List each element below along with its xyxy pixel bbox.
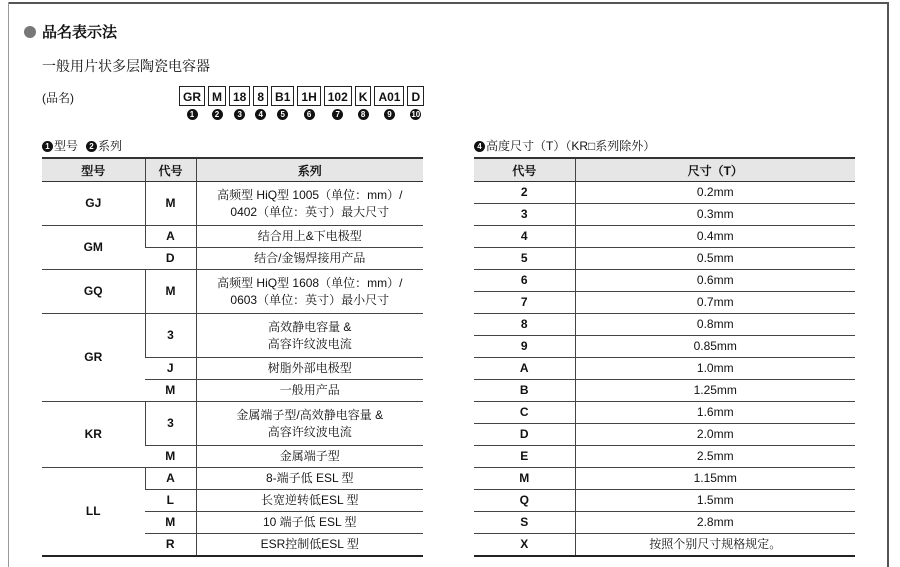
series-line: 10 端子低 ESL 型 (262, 515, 357, 529)
segment-code: 102 (324, 86, 352, 106)
circled-number-icon: 1 (42, 141, 53, 152)
segment-code: 8 (253, 86, 268, 106)
code-cell: M (145, 512, 196, 534)
circled-number-icon: 3 (234, 109, 245, 120)
code-cell: X (474, 534, 575, 557)
code-cell: 3 (145, 314, 196, 358)
series-line: 一般用产品 (279, 383, 340, 397)
table-row (474, 226, 855, 248)
table-row (474, 446, 855, 468)
code-cell: 6 (474, 270, 575, 292)
table-row (474, 534, 855, 557)
code-cell: J (145, 358, 196, 380)
code-cell: M (145, 380, 196, 402)
series-line: 高频型 HiQ型 1005（单位：mm）/ (217, 187, 403, 202)
series-cell (196, 226, 423, 248)
code-cell: A (145, 226, 196, 248)
circled-number-icon: 7 (332, 109, 343, 120)
code-cell: Q (474, 490, 575, 512)
code-cell: D (474, 424, 575, 446)
code-cell: M (145, 446, 196, 468)
caption-text: 系列 (98, 139, 123, 153)
series-cell (196, 248, 423, 270)
type-series-table (42, 157, 423, 557)
circled-number-icon: 2 (212, 109, 223, 120)
series-line: 8-端子低 ESL 型 (265, 471, 354, 485)
code-cell: B (474, 380, 575, 402)
segment-code: M (208, 86, 226, 106)
type-cell: GM (42, 226, 145, 270)
table-row (474, 248, 855, 270)
part-number-example (179, 86, 427, 120)
table-row (474, 182, 855, 204)
type-cell: GJ (42, 182, 145, 226)
frame-border-top (8, 2, 889, 4)
part-number-segment (271, 86, 294, 120)
dimension-cell: 2.5mm (575, 446, 855, 468)
table-row (474, 292, 855, 314)
right-table-caption (474, 137, 655, 154)
dimension-cell: 0.2mm (575, 182, 855, 204)
code-cell: D (145, 248, 196, 270)
circled-number-icon: 9 (384, 109, 395, 120)
column-header: 型号 (42, 158, 145, 182)
segment-code: B1 (271, 86, 294, 106)
code-cell: C (474, 402, 575, 424)
code-cell: 2 (474, 182, 575, 204)
series-cell (196, 402, 423, 446)
series-line: 高效静电容量 & (268, 319, 352, 334)
part-number-segment (324, 86, 352, 120)
code-cell: E (474, 446, 575, 468)
circled-number-icon: 10 (411, 110, 421, 119)
part-number-segment (229, 86, 250, 120)
table-row (42, 226, 423, 248)
table-row (474, 204, 855, 226)
code-cell: 9 (474, 336, 575, 358)
series-cell (196, 270, 423, 314)
part-number-segment (355, 86, 372, 120)
table-row (42, 314, 423, 358)
dimension-cell: 2.8mm (575, 512, 855, 534)
series-line: 结合用上&下电极型 (257, 229, 362, 243)
code-cell: L (145, 490, 196, 512)
dimension-cell: 1.15mm (575, 468, 855, 490)
series-cell (196, 358, 423, 380)
caption-text: 型号 (54, 139, 79, 153)
circled-number-icon: 6 (304, 109, 315, 120)
code-cell: 7 (474, 292, 575, 314)
table-row (42, 182, 423, 226)
series-line: 金属端子型/高效静电容量 & (236, 407, 384, 422)
subtitle: 一般用片状多层陶瓷电容器 (42, 58, 210, 74)
code-cell: R (145, 534, 196, 557)
bullet-icon (24, 26, 36, 38)
part-number-segment (374, 86, 404, 120)
segment-code: 18 (229, 86, 250, 106)
segment-code: D (407, 86, 424, 106)
series-line: 0603（单位：英寸）最小尺寸 (230, 292, 390, 307)
dimension-cell: 0.85mm (575, 336, 855, 358)
frame-border-right (887, 2, 889, 567)
column-header: 尺寸（T） (575, 158, 855, 182)
column-header: 代号 (145, 158, 196, 182)
segment-code: K (355, 86, 372, 106)
part-number-segment (253, 86, 268, 120)
table-row (474, 424, 855, 446)
series-cell (196, 468, 423, 490)
series-line: 长宽逆转低ESL 型 (260, 493, 359, 507)
table-row (474, 358, 855, 380)
dimension-cell: 2.0mm (575, 424, 855, 446)
left-table-caption (42, 137, 130, 154)
series-cell (196, 380, 423, 402)
table-row (474, 402, 855, 424)
dimension-cell: 0.4mm (575, 226, 855, 248)
part-number-segment (208, 86, 226, 120)
series-line: 结合/金锡焊接用产品 (254, 251, 366, 265)
table-row (42, 402, 423, 446)
frame-border-left (8, 2, 9, 567)
section-heading (24, 21, 117, 42)
table-row (42, 270, 423, 314)
table-row (474, 512, 855, 534)
code-cell: M (145, 182, 196, 226)
caption-text: 高度尺寸（T）（KR□系列除外） (486, 139, 656, 153)
dimension-cell: 0.3mm (575, 204, 855, 226)
code-cell: A (145, 468, 196, 490)
dimension-cell: 0.6mm (575, 270, 855, 292)
part-number-segment (297, 86, 320, 120)
part-number-segment (407, 86, 424, 120)
dimension-cell: 0.7mm (575, 292, 855, 314)
series-line: ESR控制低ESL 型 (260, 537, 359, 551)
series-cell (196, 534, 423, 557)
dimension-cell: 1.5mm (575, 490, 855, 512)
code-cell: 3 (145, 402, 196, 446)
height-dimension-table (474, 157, 855, 557)
series-cell (196, 490, 423, 512)
code-cell: 8 (474, 314, 575, 336)
code-cell: M (145, 270, 196, 314)
code-cell: M (474, 468, 575, 490)
circled-number-icon: 2 (86, 141, 97, 152)
code-cell: 5 (474, 248, 575, 270)
segment-code: 1H (297, 86, 320, 106)
series-line: 金属端子型 (279, 449, 340, 463)
type-cell: LL (42, 468, 145, 557)
dimension-cell: 1.0mm (575, 358, 855, 380)
table-row (474, 490, 855, 512)
column-header: 代号 (474, 158, 575, 182)
table-row (474, 380, 855, 402)
series-cell (196, 314, 423, 358)
segment-code: A01 (374, 86, 404, 106)
series-line: 树脂外部电极型 (267, 361, 352, 375)
circled-number-icon: 8 (358, 109, 369, 120)
dimension-cell: 0.5mm (575, 248, 855, 270)
code-cell: 4 (474, 226, 575, 248)
column-header: 系列 (196, 158, 423, 182)
series-cell (196, 182, 423, 226)
table-row (474, 336, 855, 358)
table-row (474, 270, 855, 292)
dimension-cell: 1.6mm (575, 402, 855, 424)
circled-number-icon: 5 (277, 109, 288, 120)
code-cell: S (474, 512, 575, 534)
type-cell: GQ (42, 270, 145, 314)
part-number-label: (品名) (42, 91, 74, 105)
dimension-cell: 0.8mm (575, 314, 855, 336)
type-cell: KR (42, 402, 145, 468)
dimension-cell: 按照个别尺寸规格规定。 (575, 534, 855, 557)
code-cell: A (474, 358, 575, 380)
series-cell (196, 512, 423, 534)
series-line: 高容许纹波电流 (267, 336, 352, 351)
series-line: 高容许纹波电流 (267, 424, 352, 439)
part-number-segment (179, 86, 205, 120)
circled-number-icon: 1 (187, 109, 198, 120)
heading-text: 品名表示法 (42, 24, 118, 41)
series-line: 0402（单位：英寸）最大尺寸 (230, 204, 390, 219)
circled-number-icon: 4 (255, 109, 266, 120)
series-line: 高频型 HiQ型 1608（单位：mm）/ (217, 275, 403, 290)
dimension-cell: 1.25mm (575, 380, 855, 402)
table-row (474, 468, 855, 490)
segment-code: GR (179, 86, 205, 106)
table-row (42, 468, 423, 490)
type-cell: GR (42, 314, 145, 402)
circled-number-icon: 4 (474, 141, 485, 152)
table-row (474, 314, 855, 336)
code-cell: 3 (474, 204, 575, 226)
series-cell (196, 446, 423, 468)
